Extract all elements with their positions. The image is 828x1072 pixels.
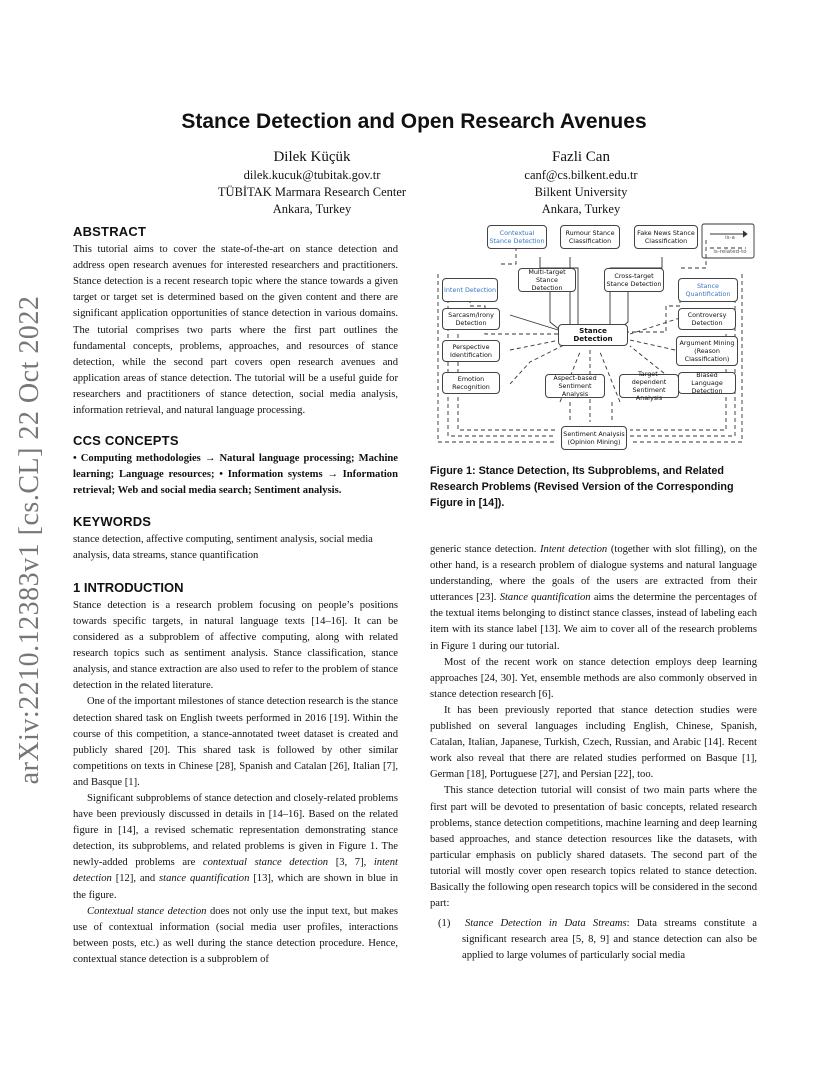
keywords-heading: KEYWORDS: [73, 513, 152, 529]
box-aspect: Aspect-based Sentiment Analysis: [545, 374, 605, 398]
box-rumour: Rumour Stance Classification: [560, 225, 620, 249]
right-paragraph-4: This stance detection tutorial will consist of two main parts where the first part will be devoted to presentation of basic concepts, related research problems, stance detection competitions, machine learning and deep learning based approaches, and stance detection resources like the datasets, with particular emphasis on publicly shared datasets. The second part of the tutorial will mostly cover open research topics related to stance detection. Basically the following open research topics will be considered in the second part:: [430, 785, 757, 910]
box-biased: Biased Language Detection: [678, 372, 736, 394]
box-intent: Intent Detection: [442, 278, 498, 302]
intro-paragraph-3: Significant subproblems of stance detection and closely-related problems have been previously discussed in details in [14–16]. Based on the related figure in [14], a revised schematic representation demonstrating stance detection, its subproblems, and related problems is given in Figure 1. The newly-added problems are contextual stance detection [3, 7], intent detection [12], and stance quantification [13], which are shown in blue in the figure.: [73, 793, 398, 901]
author-affiliation: TÜBİTAK Marmara Research Center: [217, 185, 407, 199]
ccs-text: • Computing methodologies → Natural language processing; Machine learning; Language resources; • Information systems → Information retrieval; Web and social media search; Sentiment analysis.: [73, 453, 398, 497]
abstract-text: This tutorial aims to cover the state-of-the-art on stance detection and address open research avenues for interested researchers and practitioners. Stance detection is a recent research topic where the stance towards a given target or target set is determined based on the given content and there are significant application opportunities of stance detection in various domains. The tutorial comprises two parts where the first part outlines the fundamental concepts, problems, approaches, and resources of stance detection, while the second part covers open research avenues and application areas of stance detection. The tutorial will be a useful guide for researchers and practitioners of stance detection, social media analysis, information retrieval, and natural language processing.: [73, 244, 398, 417]
author-name: Dilek Küçük: [273, 149, 351, 165]
box-emotion: Emotion Recognition: [442, 372, 500, 394]
intro-paragraph-4: Contextual stance detection does not only use the input text, but makes use of contextual information (social media user profiles, interactions between posts, etc.) as well during the stance detection procedure. Hence, contextual stance detection is a subproblem of: [73, 905, 398, 965]
right-column: [430, 542, 757, 964]
author-email[interactable]: canf@cs.bilkent.edu.tr: [524, 168, 638, 182]
abstract-heading: ABSTRACT: [73, 224, 147, 239]
ccs-heading: CCS CONCEPTS: [73, 433, 179, 449]
author-block-1: [162, 148, 462, 218]
box-contextual: Contextual Stance Detection: [487, 225, 547, 249]
box-targetdep: Target-dependent Sentiment Analysis: [619, 374, 679, 398]
intro-paragraph-2: One of the important milestones of stance detection research is the stance detection shared task on English tweets performed in 2016 [19]. Within the course of this competition, a stance-annotated tweet dataset is created and publicly shared [20]. This shared task is followed by other similar competitions on texts in Chinese [28], Spanish and Catalan [26], Italian [7], and Basque [1].: [73, 696, 398, 788]
box-controversy: Controversy Detection: [678, 308, 736, 330]
figure-1: [430, 222, 758, 457]
box-multitarget: Multi-target Stance Detection: [518, 268, 576, 292]
list-item: (1) Stance Detection in Data Streams: Data streams constitute a significant research area [5, 8, 9] and stance detection can also be applied to large volumes of particularly social media: [438, 918, 758, 962]
box-argument: Argument Mining (Reason Classification): [676, 336, 738, 366]
legend-related-label: is-related-to: [713, 249, 747, 255]
left-column: [73, 224, 398, 968]
author-block-2: [431, 148, 731, 218]
box-perspective: Perspective Identification: [442, 340, 500, 362]
intro-paragraph-1: Stance detection is a research problem focusing on people’s positions towards specific targets, in natural language texts [14–16]. It can be considered as a subproblem of affective computing, along with related research topics such as sentiment analysis. Stance classification, stance analysis, and stance extraction are also used to refer to the problem of stance detection in the related literature.: [73, 599, 398, 692]
box-fakenews: Fake News Stance Classification: [634, 225, 698, 249]
author-affiliation: Bilkent University: [534, 185, 628, 199]
figure-caption: Figure 1: Stance Detection, Its Subproblems, and Related Research Problems (Revised Version of the Corresponding Figure in [14]).: [430, 465, 734, 509]
box-quant: Stance Quantification: [678, 278, 738, 302]
author-name: Fazli Can: [552, 149, 610, 165]
intro-heading: 1 INTRODUCTION: [73, 579, 184, 595]
arxiv-stamp: arXiv:2210.12383v1 [cs.CL] 22 Oct 2022: [14, 295, 45, 785]
open-topics-list: [430, 916, 757, 964]
box-stance-detection: Stance Detection: [558, 324, 628, 346]
author-location: Ankara, Turkey: [272, 202, 352, 216]
legend-isa-label: is-a: [725, 235, 735, 241]
box-crosstarget: Cross-target Stance Detection: [604, 268, 664, 292]
author-location: Ankara, Turkey: [541, 202, 621, 216]
box-sarcasm: Sarcasm/Irony Detection: [442, 308, 500, 330]
right-paragraph-1: generic stance detection. Intent detection (together with slot filling), on the other hand, is a research problem of dialogue systems and natural language understanding, where the goals of the users are extracted from their utterances [23]. Stance quantification aims the determine the percentages of the textual items belonging to distinct stance classes, instead of labeling each item with its stance label [13]. We aim to cover all of the research problems in Figure 1 during our tutorial.: [430, 544, 758, 652]
paper-title: Stance Detection and Open Research Avenues: [181, 110, 647, 133]
keywords-text: stance detection, affective computing, sentiment analysis, social media analysis, data streams, stance quantification: [73, 533, 373, 561]
author-email[interactable]: dilek.kucuk@tubitak.gov.tr: [243, 168, 381, 182]
box-sentiment: Sentiment Analysis (Opinion Mining): [561, 426, 627, 450]
right-paragraph-2: Most of the recent work on stance detection employs deep learning approaches [24, 30]. Yet, ensemble methods are also commonly observed in stance detection research [6].: [430, 656, 757, 700]
right-paragraph-3: It has been previously reported that stance detection studies were published on several languages including English, Chinese, Spanish, Catalan, Italian, Japanese, Turkish, Czech, Russian, and Arabic [14]. Recent work also reveal that there are related studies performed on Basque [1], German [18], Portuguese [27], and Persian [22], too.: [430, 704, 757, 781]
